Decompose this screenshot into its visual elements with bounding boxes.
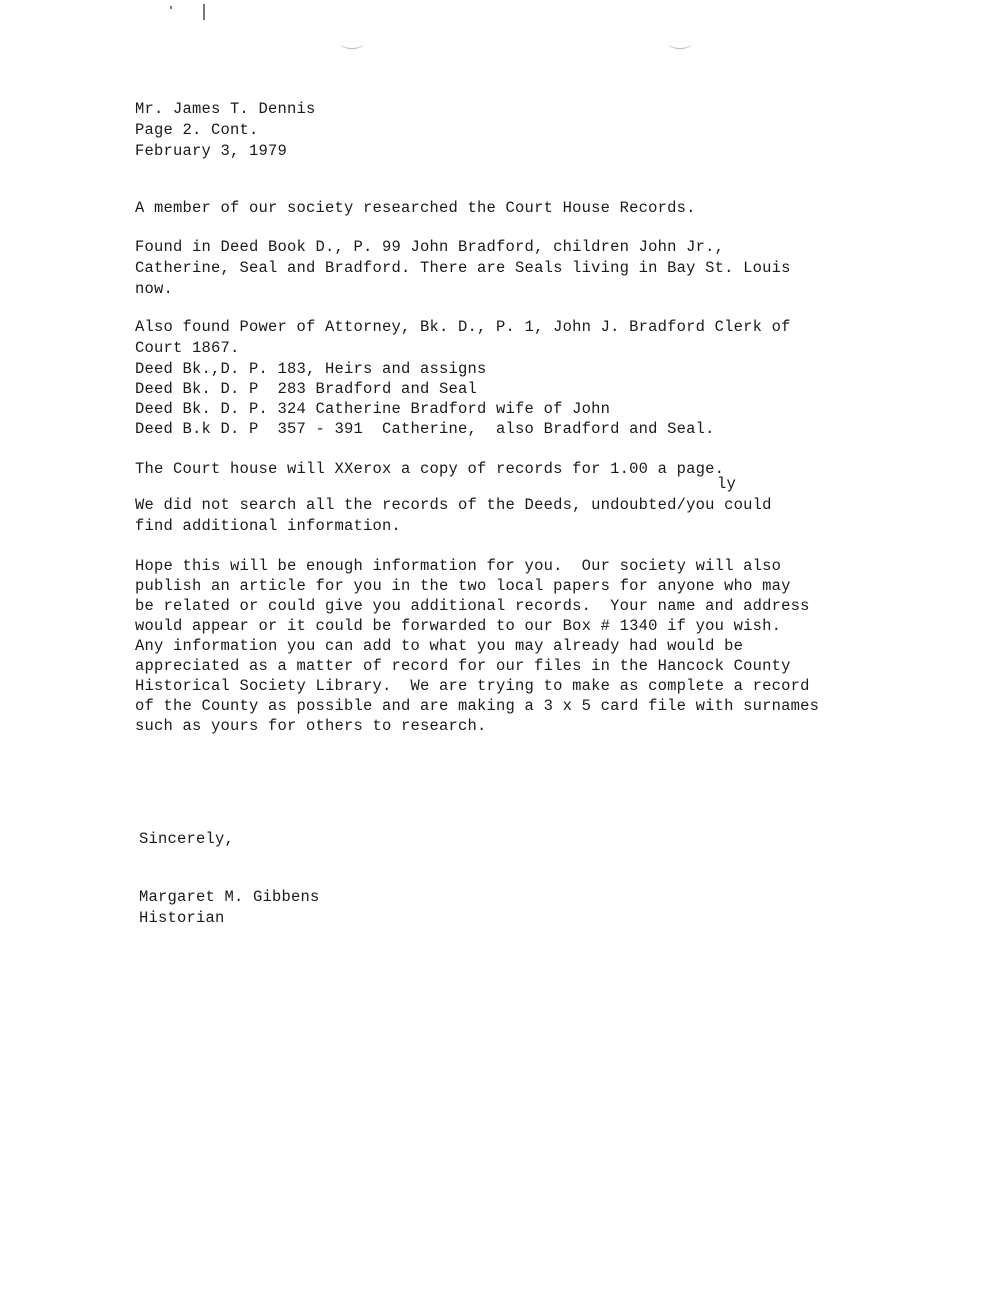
deed-paragraph-line: now. — [135, 280, 174, 298]
handwritten-insert: ly — [717, 475, 737, 493]
closing-paragraph-line: of the County as possible and are making a 3 x 5 card file with surnames — [135, 697, 820, 715]
closing-paragraph-line: publish an article for you in the two local papers for anyone who may — [135, 577, 791, 595]
paragraph-intro: A member of our society researched the Court House Records. — [135, 199, 696, 217]
deed-entry: Deed Bk. D. P 283 Bradford and Seal — [135, 380, 478, 398]
scan-arc-left — [340, 38, 364, 49]
search-paragraph-line: find additional information. — [135, 517, 402, 535]
deed-entry: Deed Bk.,D. P. 183, Heirs and assigns — [135, 360, 487, 378]
scan-dot — [170, 6, 172, 9]
closing-paragraph-line: such as yours for others to research. — [135, 717, 487, 735]
closing-paragraph-line: Any information you can add to what you may already had would be — [135, 637, 744, 655]
signer-title: Historian — [139, 909, 225, 927]
closing-paragraph-line: appreciated as a matter of record for our files in the Hancock County — [135, 657, 791, 675]
page-reference: Page 2. Cont. — [135, 121, 259, 139]
scan-mark — [203, 4, 205, 20]
signer-name: Margaret M. Gibbens — [139, 888, 320, 906]
deed-paragraph-line: Catherine, Seal and Bradford. There are Seals living in Bay St. Louis — [135, 259, 791, 277]
search-paragraph-line: We did not search all the records of the Deeds, undoubted/you could — [135, 496, 772, 514]
closing-paragraph-line: would appear or it could be forwarded to our Box # 1340 if you wish. — [135, 617, 782, 635]
deed-entry: Deed Bk. D. P. 324 Catherine Bradford wife of John — [135, 400, 611, 418]
xerox-note: The Court house will XXerox a copy of records for 1.00 a page. — [135, 460, 725, 478]
closing-salutation: Sincerely, — [139, 830, 235, 848]
letter-date: February 3, 1979 — [135, 142, 288, 160]
scan-arc-right — [668, 38, 692, 49]
records-paragraph-line: Also found Power of Attorney, Bk. D., P. 1, John J. Bradford Clerk of — [135, 318, 791, 336]
closing-paragraph-line: Historical Society Library. We are trying to make as complete a record — [135, 677, 810, 695]
records-paragraph-line: Court 1867. — [135, 339, 240, 357]
deed-paragraph-line: Found in Deed Book D., P. 99 John Bradford, children John Jr., — [135, 238, 725, 256]
recipient-line: Mr. James T. Dennis — [135, 100, 316, 118]
closing-paragraph-line: Hope this will be enough information for you. Our society will also — [135, 557, 782, 575]
closing-paragraph-line: be related or could give you additional records. Your name and address — [135, 597, 810, 615]
deed-entry: Deed B.k D. P 357 - 391 Catherine, also Bradford and Seal. — [135, 420, 715, 438]
